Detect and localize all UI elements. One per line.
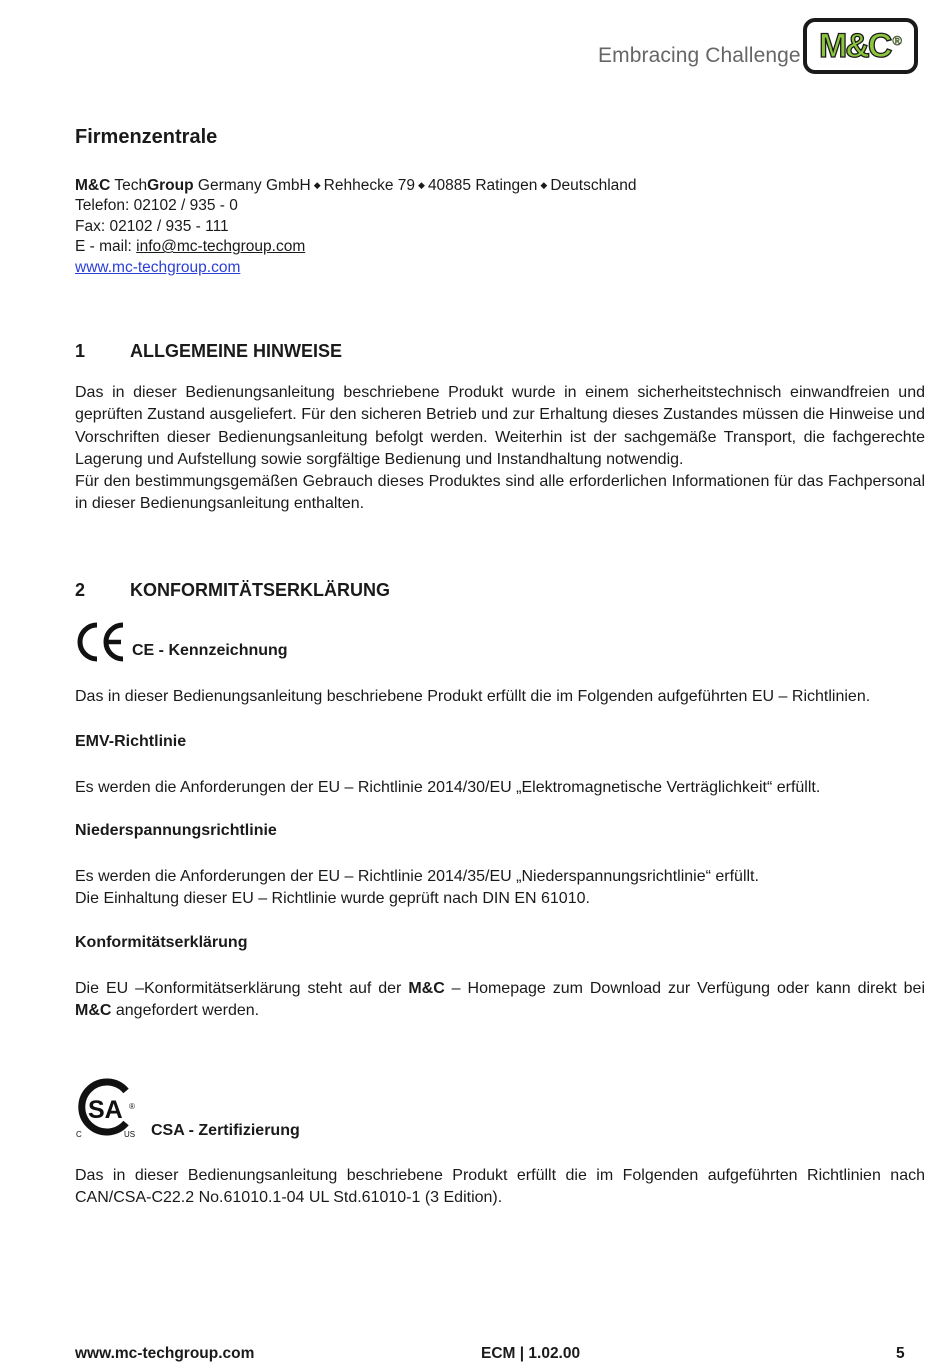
diamond-icon: ◆: [418, 180, 425, 190]
company-address-block: [75, 175, 637, 278]
company-name-group: Group: [147, 177, 194, 194]
paragraph-text: Das in dieser Bedienungsanleitung beschriebene Produkt wurde in einem sicherheitstechnisch einwandfreien und geprüften Zustand ausgeliefert. Für den sicheren Betrieb und zur Erhaltung dieses Zustandes müssen die Hinweise und Vorschriften dieser Bedienungsanleitung befolgt werden. Weiterhin ist der sachgemäße Transport, die fachgerechte Lagerung und Aufstellung sowie sorgfältige Bedienung und Instandhaltung notwendig.: [75, 384, 925, 468]
csa-logo-us: US: [124, 1130, 136, 1139]
company-logo: [803, 18, 918, 74]
website-line: [75, 258, 637, 278]
country: Deutschland: [550, 177, 637, 194]
footer-document-version: ECM | 1.02.00: [481, 1345, 581, 1362]
emv-text: Es werden die Anforderungen der EU – Richtlinie 2014/30/EU „Elektromagnetische Verträglichkeit“ erfüllt.: [75, 779, 821, 796]
section-1-heading: [75, 341, 342, 362]
section-number: 1: [75, 341, 86, 361]
ke-heading: Konformitätserklärung: [75, 934, 248, 951]
logo-text: M&C: [818, 26, 891, 65]
ke-text-brand: M&C: [408, 980, 445, 997]
ns-text-1: Es werden die Anforderungen der EU – Richtlinie 2014/35/EU „Niederspannungsrichtlinie“ erfüllt.: [75, 868, 759, 885]
ke-text-part: angefordert werden.: [111, 1002, 260, 1020]
paragraph-text: Für den bestimmungsgemäßen Gebrauch dieses Produktes sind alle erforderlichen Informationen für das Fachpersonal in dieser Bedienungsanleitung enthalten.: [75, 473, 925, 513]
csa-logo-reg: ®: [129, 1102, 135, 1111]
website-link[interactable]: www.mc-techgroup.com: [75, 258, 241, 276]
footer-website: www.mc-techgroup.com: [75, 1345, 255, 1362]
section-number: 2: [75, 580, 86, 600]
footer-page-number: 5: [896, 1345, 905, 1362]
section-title: ALLGEMEINE HINWEISE: [130, 341, 343, 361]
email-label: E - mail:: [75, 238, 137, 256]
company-name-tech: Tech: [114, 177, 148, 194]
email-link[interactable]: info@mc-techgroup.com: [136, 238, 306, 256]
ke-text: [75, 978, 925, 1023]
diamond-icon: ◆: [540, 180, 548, 190]
section-1-paragraph: [75, 382, 925, 516]
ke-text-part: Die EU –Konformitätserklärung steht auf der: [75, 980, 409, 997]
ke-text-brand: M&C: [75, 1002, 112, 1020]
street: Rehhecke 79: [323, 177, 416, 194]
ns-heading: Niederspannungsrichtlinie: [75, 822, 277, 839]
address-line: [75, 175, 637, 196]
city: 40885 Ratingen: [427, 177, 538, 194]
email-line: [75, 237, 637, 257]
logo-registered-mark: ®: [892, 32, 903, 48]
tagline: Embracing Challenge: [598, 44, 801, 67]
emv-heading: EMV-Richtlinie: [75, 733, 187, 750]
ce-text: Das in dieser Bedienungsanleitung beschriebene Produkt erfüllt die im Folgenden aufgeführten EU – Richtlinien.: [75, 688, 871, 705]
section-2-heading: [75, 580, 390, 601]
csa-logo-letters: SA: [88, 1096, 123, 1124]
ns-text-2: Die Einhaltung dieser EU – Richtlinie wurde geprüft nach DIN EN 61010.: [75, 890, 590, 907]
ke-text-part: – Homepage zum Download zur Verfügung oder kann direkt bei: [444, 980, 926, 997]
company-heading: Firmenzentrale: [75, 126, 218, 148]
company-name-mc: M&C: [75, 177, 111, 194]
fax-line: Fax: 02102 / 935 - 111: [75, 217, 229, 235]
ce-label: CE - Kennzeichnung: [132, 642, 288, 659]
company-name-rest: Germany GmbH: [197, 177, 311, 194]
csa-label: CSA - Zertifizierung: [151, 1122, 300, 1139]
section-title: KONFORMITÄTSERKLÄRUNG: [130, 580, 390, 600]
ce-mark-icon: [75, 622, 127, 662]
csa-text: Das in dieser Bedienungsanleitung beschriebene Produkt erfüllt die im Folgenden aufgeführten Richtlinien nach CAN/CSA-C22.2 No.61010.1-04 UL Std.61010-1 (3 Edition).: [75, 1167, 925, 1207]
phone-line: Telefon: 02102 / 935 - 0: [75, 197, 238, 215]
csa-logo-c: C: [76, 1130, 82, 1139]
diamond-icon: ◆: [313, 180, 321, 190]
csa-mark-icon: [74, 1077, 140, 1139]
